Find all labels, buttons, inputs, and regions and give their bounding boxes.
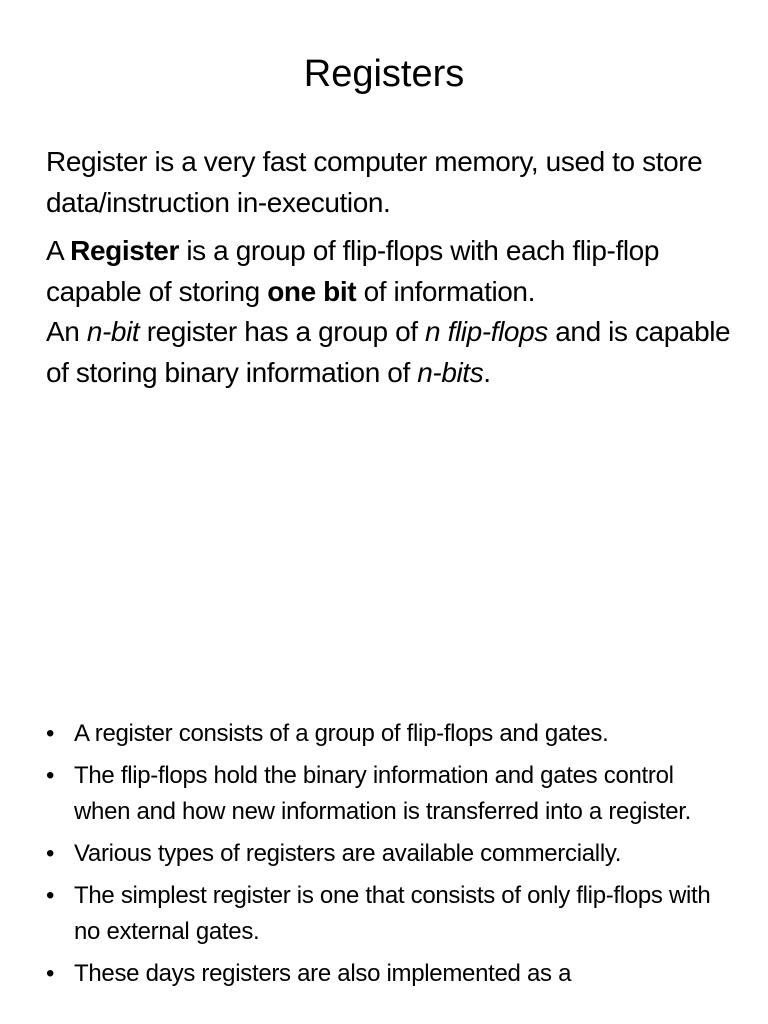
bullet-icon: • bbox=[46, 840, 55, 867]
text-span: of information. bbox=[356, 275, 535, 307]
bullet-icon: • bbox=[46, 762, 55, 789]
bullet-icon: • bbox=[46, 960, 55, 987]
intro-paragraph-1: Register is a very fast computer memory, used to store data/instruction in-execution. bbox=[46, 146, 703, 218]
text-span: . bbox=[483, 356, 491, 388]
bold-term-register: Register bbox=[70, 235, 179, 266]
bullet-item bbox=[46, 878, 736, 950]
bullet-icon: • bbox=[46, 882, 55, 909]
bullet-text: The simplest register is one that consists of only flip-flops with no external gates. bbox=[74, 882, 711, 945]
bullet-item bbox=[46, 758, 736, 830]
text-span: is a group of flip-flops with each flip-flop capable of storing bbox=[46, 235, 659, 307]
bullet-icon: • bbox=[46, 720, 55, 747]
text-span: and is capable of storing binary information of bbox=[46, 316, 731, 388]
bold-term-one-bit: one bit bbox=[267, 275, 357, 307]
text-span: A bbox=[46, 235, 71, 266]
intro-text bbox=[46, 142, 736, 393]
italic-term-n-bits: n-bits bbox=[417, 356, 484, 388]
bullet-text: The flip-flops hold the binary information and gates control when and how new information is transferred into a register. bbox=[74, 762, 692, 825]
bullet-item bbox=[46, 836, 736, 872]
intro-paragraph-3 bbox=[46, 312, 736, 393]
bullet-list bbox=[46, 716, 736, 998]
italic-term-n-flip-flops: n flip-flops bbox=[425, 316, 548, 347]
text-span: An bbox=[46, 316, 87, 347]
bullet-text: A register consists of a group of flip-flops and gates. bbox=[74, 720, 609, 747]
bullet-text: These days registers are also implemented as a bbox=[74, 960, 572, 987]
slide-title: Registers bbox=[303, 53, 465, 95]
bullet-text: Various types of registers are available commercially. bbox=[74, 840, 622, 867]
bullet-item bbox=[46, 716, 736, 752]
italic-term-n-bit: n-bit bbox=[86, 316, 140, 347]
bullet-item bbox=[46, 956, 736, 992]
text-span: register has a group of bbox=[139, 316, 426, 347]
intro-paragraph-2 bbox=[46, 231, 736, 312]
